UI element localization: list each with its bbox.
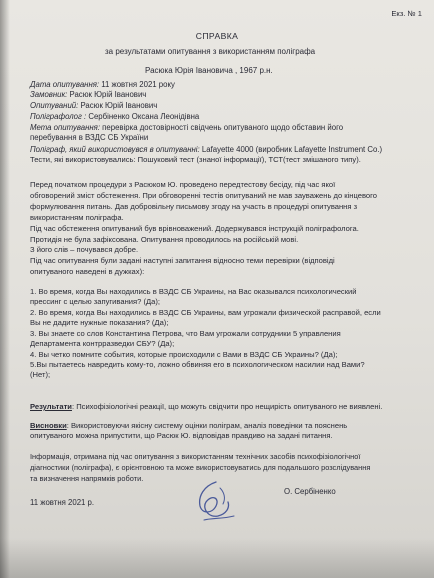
question-line: 3. Вы знаете со слов Константина Петрова, что Вам угрожали сотрудники 5 управления (30, 329, 341, 338)
conclusions-section (30, 421, 347, 431)
meta-goal-label: Мета опитування: (30, 123, 100, 132)
info-line: діагностики (поліграфа), є орієнтовною та може використовуватись для подальшого розслідування (30, 463, 371, 472)
meta-respondent-label: Опитуваний: (30, 101, 79, 110)
body-line: Під час обстеження опитуваний був врівноважений. Додержувався інструкцій поліграфолога. (30, 224, 359, 233)
meta-respondent (30, 101, 157, 111)
footer-date: 11 жовтня 2021 р. (30, 498, 95, 507)
body-line: опитуваного наведені в дужках): (30, 267, 145, 276)
results-value: : Психофізіологічні реакції, що можуть свідчити про нещирість опитуваного не виявлені. (71, 402, 383, 411)
document-subtitle: за результатами опитування з використанням поліграфа (105, 47, 316, 56)
meta-client-label: Замовник: (30, 90, 68, 99)
meta-date (30, 80, 175, 90)
body-line: З його слів – почувався добре. (30, 245, 139, 254)
body-line: Протидія не була зафіксована. Опитування проводилось на російській мові. (30, 235, 299, 244)
results-label: Результати (30, 402, 72, 411)
question-line: 4. Вы четко помните события, которые происходили с Вами в ВЗДС СБ Украины? (Да); (30, 350, 338, 359)
question-line: 2. Во время, когда Вы находились в ВЗДС СБ Украины, вам угрожали физической расправой, если (30, 308, 381, 317)
info-line: Інформація, отримана під час опитування з використанням технічних засобів психофізіологічної (30, 452, 361, 461)
body-line: обговорений зміст обстеження. При обговоренні тестів опитуваний не мав зауважень до кінцевого (30, 191, 377, 200)
meta-tests: Тести, які використовувались: Пошуковий тест (знаної інформації), ТСТ(тест змішаного типу). (30, 155, 361, 164)
conclusions-label: Висновки (30, 421, 67, 430)
meta-examiner-value: Сербіненко Оксана Леонідівна (88, 112, 200, 121)
meta-examiner (30, 112, 199, 122)
question-line: (Нет); (30, 370, 51, 379)
question-line: 1. Во время, когда Вы находились в ВЗДС СБ Украины, на Вас оказывался психологический (30, 287, 357, 296)
meta-respondent-value: Расюк Юрій Іванович (80, 101, 158, 110)
meta-polygraph (30, 145, 382, 155)
meta-examiner-label: Поліграфолог : (30, 112, 87, 121)
question-line: Департамента контрразведки СБУ? (Да); (30, 339, 175, 348)
question-line: прессинг с целью запугивания? (Да); (30, 297, 161, 306)
page-shadow-bottom (0, 538, 434, 578)
meta-date-value: 11 жовтня 2021 року (101, 80, 175, 89)
copy-number: Екз. № 1 (391, 9, 422, 18)
info-line: та визначення напрямків роботи. (30, 474, 144, 483)
meta-date-label: Дата опитування: (30, 80, 100, 89)
meta-client (30, 90, 146, 100)
body-line: Перед початком процедури з Расюком Ю. проведено передтестову бесіду, під час якої (30, 180, 336, 189)
conclusions-line: опитуваного можна припустити, що Расюк Ю. відповідав правдиво на задані питання. (30, 431, 333, 440)
conclusions-line: : Використовуючи якісну систему оцінки поліграм, аналіз поведінки та пояснень (66, 421, 348, 430)
question-line: 5.Вы пытаетесь навредить кому-то, ложно обвиняя его в психологическом насилии над Вами? (30, 360, 365, 369)
meta-goal-continued: перебування в ВЗДС СБ України (30, 133, 149, 142)
meta-polygraph-value: Lafayette 4000 (виробник Lafayette Instrument Co.) (201, 145, 383, 154)
meta-polygraph-label: Поліграф, який використовувся в опитуванні: (30, 145, 200, 154)
signature-name: О. Сербіненко (284, 487, 336, 496)
meta-goal (30, 123, 343, 133)
results-section (30, 402, 382, 412)
meta-goal-value: перевірка достовірності свідчень опитуваного щодо обставин його (102, 123, 344, 132)
document-title: СПРАВКА (195, 31, 239, 41)
page-shadow-left (0, 0, 10, 578)
body-line: Під час опитування були задані наступні запитання відносно теми перевірки (відповіді (30, 256, 335, 265)
signature-mark (190, 478, 240, 526)
body-line: формулювання питань. Дав добровільну письмову згоду на участь в процедурі опитування з (30, 202, 358, 211)
meta-client-value: Расюк Юрій Іванович (69, 90, 147, 99)
subject-name: Расюка Юрія Івановича , 1967 р.н. (145, 66, 273, 75)
question-line: Вы не дадите нужные показания? (Да); (30, 318, 169, 327)
body-line: використанням поліграфа. (30, 213, 124, 222)
